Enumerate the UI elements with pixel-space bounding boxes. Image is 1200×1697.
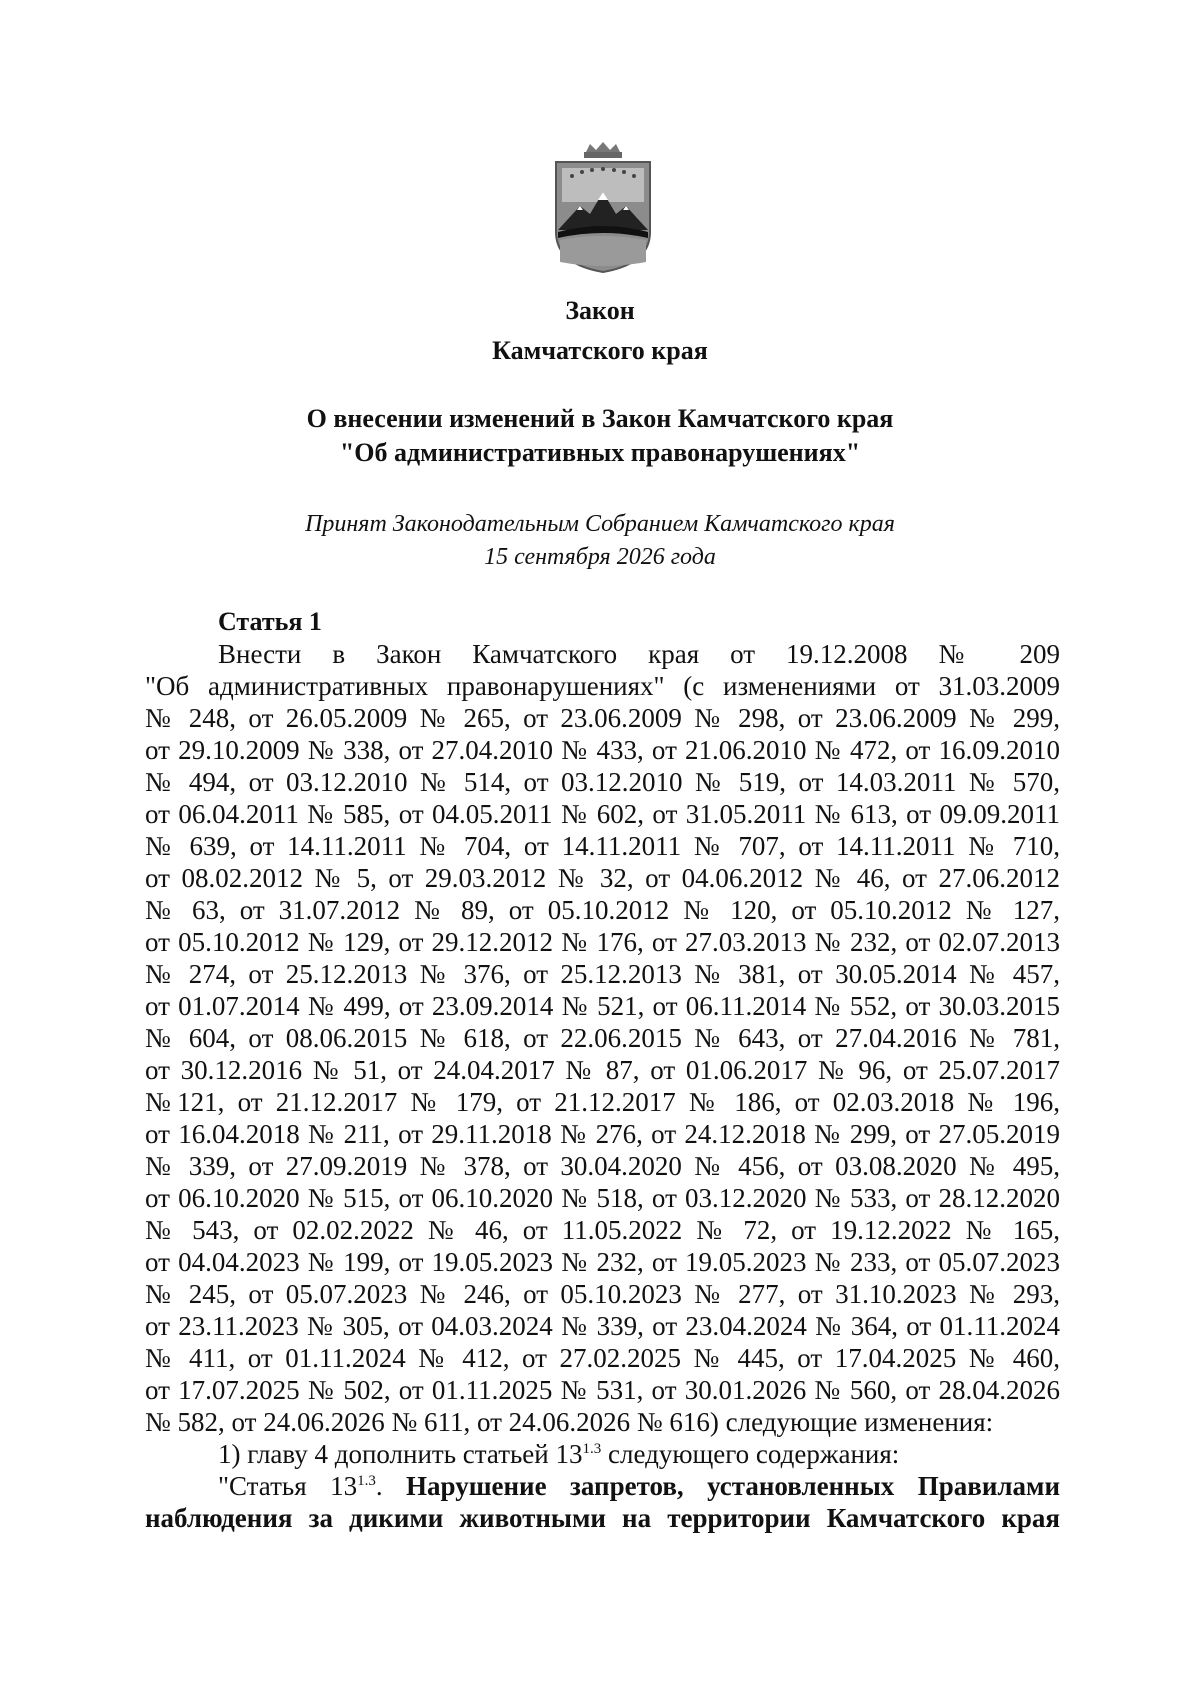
subject-line-1: О внесении изменений в Закон Камчатского края bbox=[306, 404, 894, 433]
body-line: от 30.12.2016 № 51, от 24.04.2017 № 87, от 01.06.2017 № 96, от 25.07.2017 bbox=[145, 1055, 1060, 1085]
quoted-article-title: Нарушение запретов, установленных Правилами bbox=[406, 1471, 1061, 1501]
item1-text-end: следующего содержания: bbox=[601, 1439, 900, 1469]
body-line: от 16.04.2018 № 211, от 29.11.2018 № 276, от 24.12.2018 № 299, от 27.05.2019 bbox=[145, 1119, 1060, 1149]
body-line: от 08.02.2012 № 5, от 29.03.2012 № 32, от 04.06.2012 № 46, от 27.06.2012 bbox=[145, 863, 1060, 893]
quoted-article-title-line-1 bbox=[145, 1470, 1060, 1502]
body-line: от 04.04.2023 № 199, от 19.05.2023 № 232, от 19.05.2023 № 233, от 05.07.2023 bbox=[145, 1247, 1060, 1277]
body-line: № 274, от 25.12.2013 № 376, от 25.12.2013 № 381, от 30.05.2014 № 457, bbox=[145, 959, 1060, 989]
kamchatka-coat-of-arms-icon bbox=[548, 142, 658, 274]
body-line: № 604, от 08.06.2015 № 618, от 22.06.2015 № 643, от 27.04.2016 № 781, bbox=[145, 1023, 1060, 1053]
body-line: №121, от 21.12.2017 № 179, от 21.12.2017 № 186, от 02.03.2018 № 196, bbox=[145, 1087, 1060, 1117]
body-line: № 494, от 03.12.2010 № 514, от 03.12.2010 № 519, от 14.03.2011 № 570, bbox=[145, 767, 1060, 797]
body-line: от 06.10.2020 № 515, от 06.10.2020 № 518, от 03.12.2020 № 533, от 28.12.2020 bbox=[145, 1183, 1060, 1213]
body-line: № 339, от 27.09.2019 № 378, от 30.04.2020 № 456, от 03.08.2020 № 495, bbox=[145, 1151, 1060, 1181]
body-line: № 582, от 24.06.2026 № 611, от 24.06.2026 № 616) следующие изменения: bbox=[145, 1407, 994, 1437]
quoted-article-superscript: 1.3 bbox=[357, 1473, 376, 1489]
body-line: от 06.04.2011 № 585, от 04.05.2011 № 602, от 31.05.2011 № 613, от 09.09.2011 bbox=[145, 799, 1060, 829]
body-line: от 29.10.2009 № 338, от 27.04.2010 № 433, от 21.06.2010 № 472, от 16.09.2010 bbox=[145, 735, 1060, 765]
document-type-heading: Закон bbox=[565, 296, 635, 325]
body-line: "Об административных правонарушениях" (с изменениями от 31.03.2009 bbox=[145, 671, 1060, 701]
quoted-article-number: "Статья 13 bbox=[218, 1471, 358, 1501]
body-line: от 05.10.2012 № 129, от 29.12.2012 № 176, от 27.03.2013 № 232, от 02.07.2013 bbox=[145, 927, 1060, 957]
body-line: № 245, от 05.07.2023 № 246, от 05.10.2023 № 277, от 31.10.2023 № 293, bbox=[145, 1279, 1060, 1309]
body-line: от 17.07.2025 № 502, от 01.11.2025 № 531, от 30.01.2026 № 560, от 28.04.2026 bbox=[145, 1375, 1060, 1405]
body-line: Внести в Закон Камчатского края от 19.12.2008 № 209 bbox=[218, 639, 1060, 669]
body-line: № 248, от 26.05.2009 № 265, от 23.06.2009 № 298, от 23.06.2009 № 299, bbox=[145, 703, 1060, 733]
adoption-line-1: Принят Законодательным Собранием Камчатского края bbox=[305, 511, 895, 537]
article-heading: Статья 1 bbox=[218, 607, 322, 636]
item1-superscript: 1.3 bbox=[582, 1441, 602, 1457]
body-line: № 411, от 01.11.2024 № 412, от 27.02.2025 № 445, от 17.04.2025 № 460, bbox=[145, 1343, 1060, 1373]
body-line: от 23.11.2023 № 305, от 04.03.2024 № 339, от 23.04.2024 № 364, от 01.11.2024 bbox=[145, 1311, 1060, 1341]
item1-text: 1) главу 4 дополнить статьей 13 bbox=[218, 1439, 583, 1469]
amendment-item-1 bbox=[145, 1438, 1060, 1470]
subject-line-2: "Об административных правонарушениях" bbox=[339, 438, 861, 467]
body-line: от 01.07.2014 № 499, от 23.09.2014 № 521, от 06.11.2014 № 552, от 30.03.2015 bbox=[145, 991, 1060, 1021]
region-heading: Камчатского края bbox=[492, 336, 708, 365]
quoted-article-title-line-2: наблюдения за дикими животными на территории Камчатского края bbox=[145, 1503, 1060, 1533]
body-line: № 543, от 02.02.2022 № 46, от 11.05.2022 № 72, от 19.12.2022 № 165, bbox=[145, 1215, 1060, 1245]
body-line: № 639, от 14.11.2011 № 704, от 14.11.2011 № 707, от 14.11.2011 № 710, bbox=[145, 831, 1060, 861]
quoted-article-dot: . bbox=[375, 1471, 407, 1501]
body-line: № 63, от 31.07.2012 № 89, от 05.10.2012 № 120, от 05.10.2012 № 127, bbox=[145, 895, 1060, 925]
adoption-date: 15 сентября 2026 года bbox=[484, 544, 716, 570]
article-body bbox=[145, 638, 1060, 1534]
